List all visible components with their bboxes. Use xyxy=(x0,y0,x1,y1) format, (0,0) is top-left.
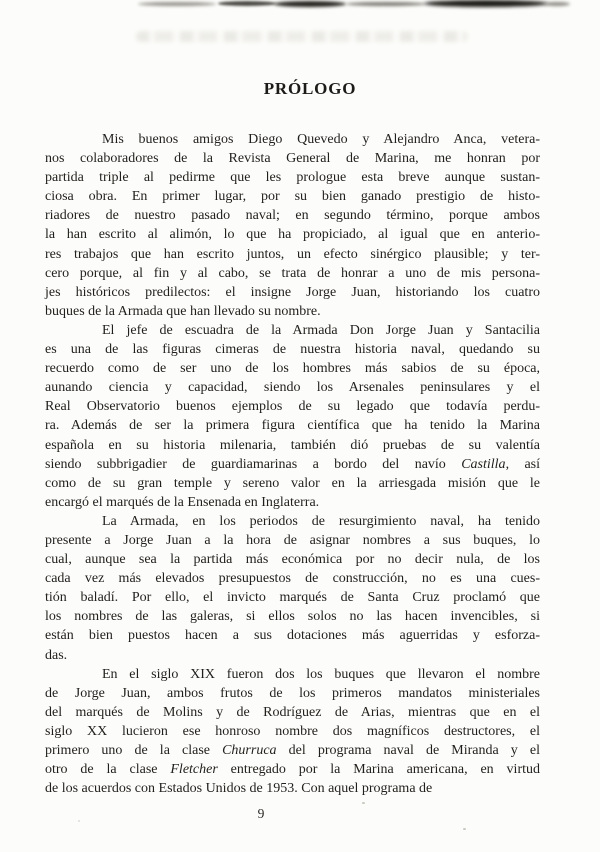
page-title: PRÓLOGO xyxy=(263,79,357,98)
text-line: de los acuerdos con Estados Unidos de 1953. Con aquel programa de xyxy=(45,781,433,797)
text-line: Mis buenos amigos Diego Quevedo y Alejandro Anca, vetera- xyxy=(102,132,540,147)
text-line: siendo subbrigadier de guardiamarinas a bordo del navío Castilla, así xyxy=(45,456,540,472)
text-line: cual, aunque sea la partida más económica por no decir nula, de los xyxy=(45,552,540,568)
text-line: los nombres de las galeras, si ellos solos no las hacen invencibles, si xyxy=(45,609,540,625)
scan-speck xyxy=(362,802,365,804)
text-line: encargó el marqués de la Ensenada en Inglaterra. xyxy=(45,494,320,510)
text-line: das. xyxy=(45,647,68,663)
text-line: primero uno de la clase Churruca del programa naval de Miranda y el xyxy=(45,743,540,758)
text-line: riadores de nuestro pasado naval; en segundo término, porque ambos xyxy=(45,208,540,224)
text-line: ra. Además de ser la primera figura científica que ha tenido la Marina xyxy=(45,418,540,434)
scan-smudge xyxy=(424,0,548,7)
text-line: La Armada, en los periodos de resurgimiento naval, ha tenido xyxy=(102,513,540,529)
text-line: En el siglo XIX fueron dos los buques que llevaron el nombre xyxy=(102,666,540,682)
text-line: como de su gran temple y sereno valor en la arriesgada misión que le xyxy=(45,475,540,491)
paragraph xyxy=(45,665,540,799)
text-line: presente a Jorge Juan a la hora de asignar nombres a sus buques, lo xyxy=(45,532,540,548)
text-line: del marqués de Molins y de Rodríguez de Arias, mientras que en el xyxy=(45,704,540,720)
text-line: otro de la clase Fletcher entregado por la Marina americana, en virtud xyxy=(45,762,540,778)
text-line: ciosa obra. En primer lugar, por su bien ganado prestigio de histo- xyxy=(45,189,540,205)
text-line: es una de las figuras cimeras de nuestra historia naval, quedando su xyxy=(45,342,540,358)
scan-smudge xyxy=(346,2,426,6)
text-line: están bien puestos hacen a sus dotaciones más aguerridas y esforza- xyxy=(45,628,540,644)
text-line: buques de la Armada que han llevado su nombre. xyxy=(45,303,321,319)
text-line: tión baladí. Por ello, el invicto marqués de Santa Cruz proclamó que xyxy=(45,590,540,606)
text-line: jes históricos predilectos: el insigne Jorge Juan, historiando los cuatro xyxy=(45,284,540,300)
text-line: recuerdo como de ser uno de los hombres más sabios de su época, xyxy=(45,361,540,377)
text-line: aunando ciencia y capacidad, siendo los Arsenales peninsulares y el xyxy=(45,380,540,396)
scan-smudge xyxy=(544,2,570,6)
text-line: de Jorge Juan, ambos frutos de los primeros mandatos ministeriales xyxy=(45,685,540,701)
text-line: cero porque, al fin y al cabo, se trata de honrar a uno de mis persona- xyxy=(45,265,540,281)
scan-smudge xyxy=(218,1,276,6)
scan-speck xyxy=(78,820,80,822)
text-line: El jefe de escuadra de la Armada Don Jorge Juan y Santacilia xyxy=(102,322,540,338)
text-block xyxy=(45,130,540,798)
text-line: siglo XX lucieron ese honroso nombre dos magníficos destructores, el xyxy=(45,723,540,739)
text-line: cada vez más elevados presupuestos de construcción, no es una cues- xyxy=(45,571,540,587)
scan-speck xyxy=(463,828,466,830)
text-line: partida triple al pedirme que les prologue esta breve aunque sustan- xyxy=(45,170,540,186)
bleedthrough-ghost-text xyxy=(136,31,468,42)
text-line: Real Observatorio buenos ejemplos de su legado que todavía perdu- xyxy=(45,399,540,415)
scan-smudge xyxy=(274,1,346,7)
scan-edge-artifact xyxy=(0,0,600,12)
text-line: res trabajos que han escrito juntos, un efecto sinérgico plausible; y ter- xyxy=(45,246,540,262)
text-line: la han escrito al alimón, lo que ha propiciado, al igual que en anterio- xyxy=(45,227,540,243)
paragraph xyxy=(45,130,540,321)
paragraph xyxy=(45,321,540,512)
scan-smudge xyxy=(138,2,216,6)
paragraph xyxy=(45,512,540,665)
page-number: 9 xyxy=(257,806,265,821)
text-line: española en su historia milenaria, también dió pruebas de su valentía xyxy=(45,437,540,453)
text-line: nos colaboradores de la Revista General de Marina, me honran por xyxy=(45,151,540,167)
